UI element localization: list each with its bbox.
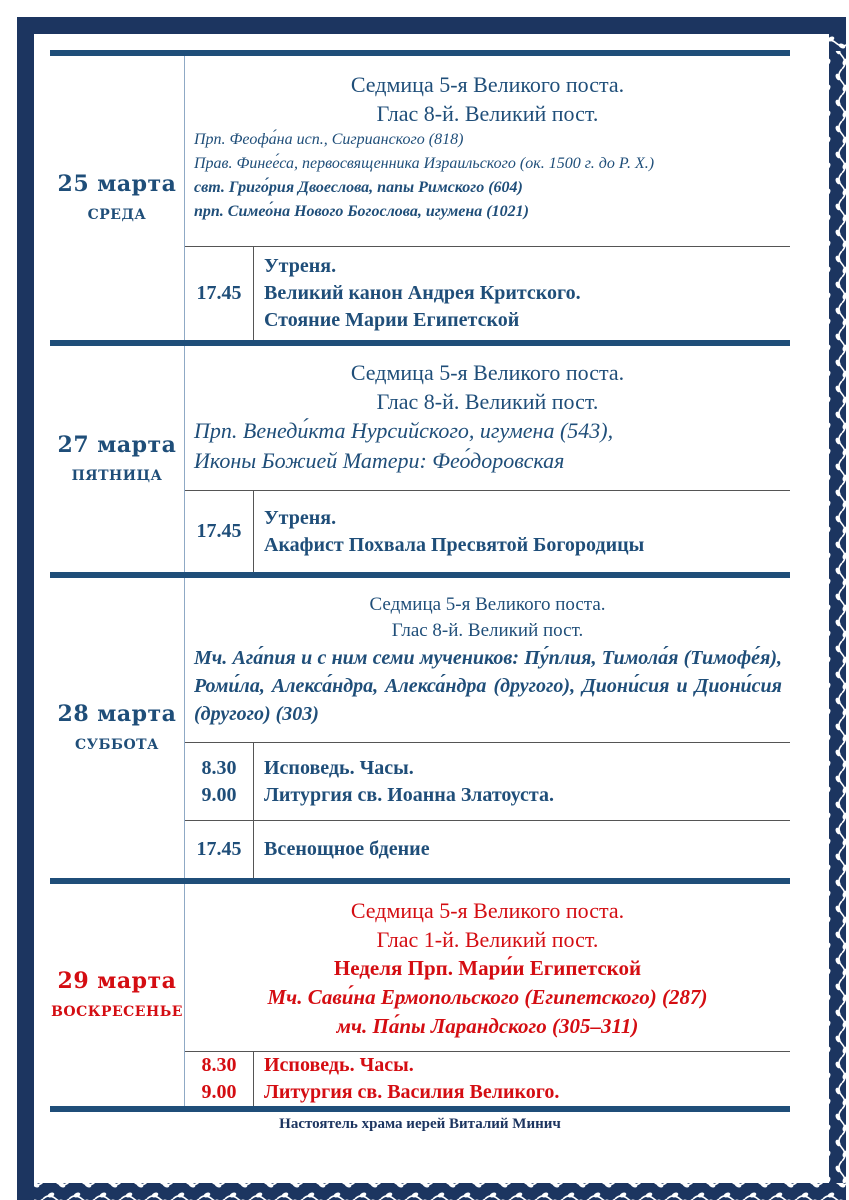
time-value: 8.30 (201, 756, 237, 779)
service-time (185, 1052, 254, 1106)
tone-title: Глас 1-й. Великий пост. (376, 927, 599, 952)
service-line: Великий канон Андрея Критского. (264, 282, 581, 304)
weekday-label: суббота (75, 730, 159, 754)
time-value: 17.45 (196, 520, 242, 542)
day-content (185, 346, 790, 572)
date-cell (50, 346, 185, 572)
day-info (185, 578, 790, 742)
tone-title: Глас 8-й. Великий пост. (391, 620, 584, 641)
service-description (254, 821, 790, 878)
week-title: Седмица 5-я Великого поста. (369, 594, 606, 615)
date-label: 28 марта (57, 701, 177, 727)
service-line: Утреня. (264, 255, 337, 277)
service-line: Стояние Марии Египетской (264, 309, 520, 331)
service-line: Исповедь. Часы. (264, 756, 414, 779)
tone-title: Глас 8-й. Великий пост. (376, 101, 599, 126)
date-cell (50, 884, 185, 1106)
service-row (185, 246, 790, 340)
saint-commemoration: прп. Симео́на Нового Богослова, игумена (1021) (194, 203, 529, 220)
week-title: Седмица 5-я Великого поста. (350, 360, 625, 385)
service-time (185, 247, 254, 340)
saint-commemoration: Мч. Ага́пия и с ним семи мучеников: Пу́плия, Тимола́я (Тимофе́я), Роми́ла, Алекса́ндра, Алекса́ндра (другого), Диони́сия и Диони́сия (другого) (303) (194, 647, 782, 725)
service-line: Утреня. (264, 506, 337, 529)
day-block-29-march (50, 884, 790, 1106)
time-value: 8.30 (201, 1054, 237, 1076)
day-info (185, 884, 790, 1051)
service-row (185, 742, 790, 820)
date-cell (50, 578, 185, 878)
time-value: 17.45 (196, 838, 242, 860)
saint-commemoration: Прп. Венеди́кта Нурсийского, игумена (543), (194, 418, 614, 443)
time-value: 9.00 (201, 783, 237, 806)
service-description (254, 743, 790, 820)
date-label: 25 марта (57, 171, 177, 197)
weekday-label: пятница (71, 461, 163, 485)
rector-signature: Настоятель храма иерей Виталий Минич (279, 1116, 561, 1132)
day-info (185, 56, 790, 246)
weekday-label: воскресенье (51, 997, 183, 1021)
date-label: 29 марта (57, 968, 177, 994)
divider-rule (50, 1106, 790, 1112)
time-value: 17.45 (196, 282, 242, 304)
saint-commemoration: Прп. Феофа́на исп., Сигрианского (818) (194, 131, 464, 148)
service-row (185, 1051, 790, 1106)
saint-commemoration: свт. Григо́рия Двоеслова, папы Римского (604) (194, 179, 523, 196)
day-block-27-march (50, 346, 790, 572)
day-content (185, 884, 790, 1106)
service-line: Акафист Похвала Пресвятой Богородицы (264, 533, 645, 556)
week-title: Седмица 5-я Великого поста. (350, 898, 625, 923)
saint-commemoration: Прав. Финее́са, первосвященника Израильского (ок. 1500 г. до Р. Х.) (194, 155, 655, 172)
saint-commemoration: Мч. Сави́на Ермопольского (Египетского) (287) (267, 985, 708, 1009)
service-time (185, 491, 254, 572)
day-block-28-march (50, 578, 790, 878)
service-row (185, 490, 790, 572)
date-label: 27 марта (57, 432, 177, 458)
service-line: Исповедь. Часы. (264, 1054, 414, 1076)
saint-commemoration: мч. Па́пы Ларандского (305–311) (336, 1014, 639, 1038)
service-time (185, 821, 254, 878)
service-time (185, 743, 254, 820)
day-content (185, 56, 790, 340)
service-description (254, 247, 790, 340)
weekday-label: среда (87, 200, 147, 224)
day-block-25-march (50, 56, 790, 340)
service-line: Литургия св. Василия Великого. (264, 1081, 560, 1103)
week-title: Седмица 5-я Великого поста. (350, 72, 625, 97)
service-description (254, 491, 790, 572)
service-description (254, 1052, 790, 1106)
schedule (50, 50, 790, 1133)
day-content (185, 578, 790, 878)
service-row (185, 820, 790, 878)
feast-title: Неделя Прп. Мари́и Египетской (333, 956, 642, 980)
service-line: Литургия св. Иоанна Златоуста. (264, 783, 554, 806)
date-cell (50, 56, 185, 340)
service-line: Всенощное бдение (264, 838, 430, 860)
time-value: 9.00 (201, 1081, 237, 1103)
tone-title: Глас 8-й. Великий пост. (376, 389, 599, 414)
saint-commemoration: Иконы Божией Матери: Фео́доровская (194, 448, 565, 473)
day-info (185, 346, 790, 490)
